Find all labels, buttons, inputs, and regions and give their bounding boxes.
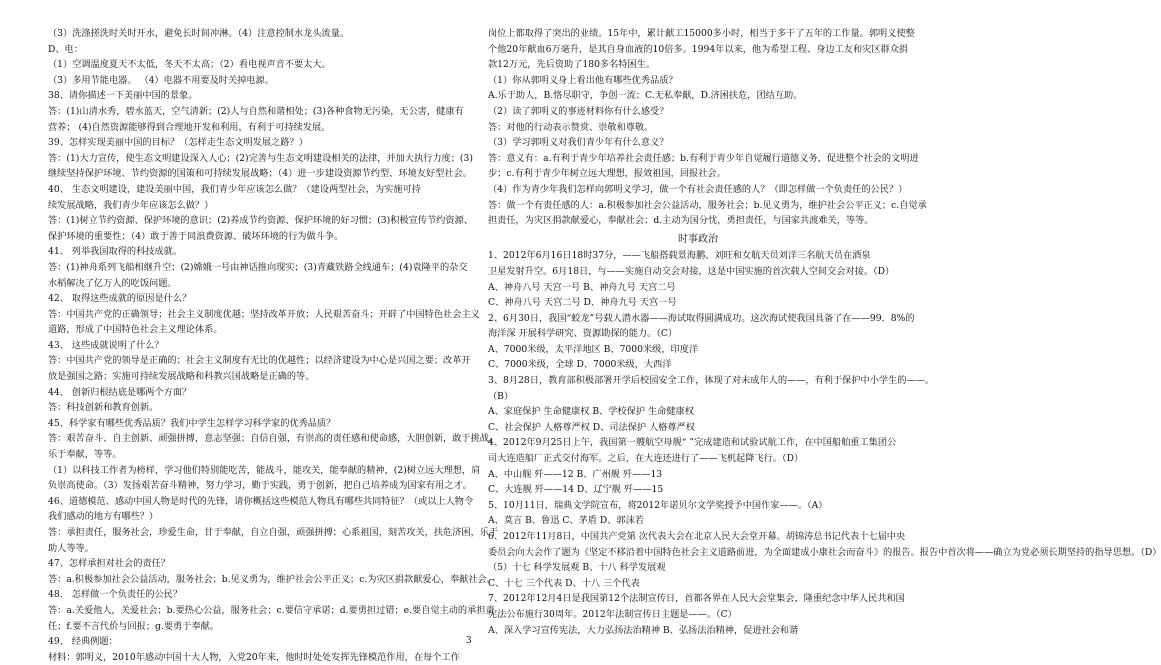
text-line: 7、2012年12月4日是我国第12个法制宣传日，首都各界在人民大会堂集会，隆重纪念中华人民共和国	[488, 593, 905, 605]
text-line: 44、 创新归根结底是哪两个方面？	[48, 386, 192, 398]
text-line: 答：对他的行动表示赞赏、崇敬和尊敬。	[488, 121, 654, 133]
text-line: 3、8月28日，教育部积极部署开学后校园安全工作，体现了对未成年人的——，有利于保护中小学生的——。	[488, 375, 935, 387]
text-line: 42、 取得这些成就的原因是什么？	[48, 293, 192, 305]
text-line: 答：中国共产党的领导是正确的；社会主义制度有无比的优越性；以经济建设为中心是兴国之要；改革开	[48, 355, 471, 367]
text-line: 5、10月11日，瑞典文学院宣布，将2012年诺贝尔文学奖授予中国作家——。（A）	[488, 499, 828, 511]
text-line: C、社会保护 人格尊严权 D、司法保护 人格尊严权	[488, 421, 695, 433]
text-line: 保护环境的重要性；（4）敢于善于同浪费资源、破坏环境的行为做斗争。	[48, 230, 344, 242]
text-line: 助人等等。	[48, 542, 94, 554]
text-line: （B）	[488, 390, 514, 402]
right-top-text	[488, 26, 927, 229]
text-line: 宪法公布施行30周年。2012年法制宣传日主题是——。（C）	[488, 608, 737, 620]
text-line: A、神舟八号 天宫一号 B、神舟九号 天宫二号	[488, 281, 676, 293]
text-line: 材料：郭明义，2010年感动中国十大人物，入党20年来，他时时处处发挥先锋模范作用，在每个工作	[48, 651, 460, 663]
text-line: 放是强国之路；实施可持续发展战略和科教兴国战略是正确的等。	[48, 371, 315, 383]
text-line: 个他20年献血6万毫升，是其自身血液的10倍多。1994年以来，他为希望工程、身边工友和灾区群众捐	[488, 43, 909, 55]
text-line: 答：中国共产党的正确领导；社会主义制度优越；坚持改革开放；人民艰苦奋斗；开辟了中国特色社会主义	[48, 308, 480, 320]
text-line: 答：(1)神舟系列飞船相继升空；(2)嫦娥一号由神话推向现实；(3)青藏铁路全线通车；(4)袁隆平的杂交	[48, 261, 468, 273]
text-line: 岗位上都取得了突出的业绩。15年中，累计献工15000多小时，相当于多干了五年的工作量。郭明义使整	[488, 28, 915, 39]
text-line: （1）以科技工作者为榜样，学习他们特别能吃苦，能战斗，能攻关，能奉献的精神，(2)树立远大理想，肩	[48, 464, 481, 476]
text-line: 款12万元，先后资助了180多名特困生。	[488, 59, 656, 71]
text-line: 步；c.有利于青少年树立远大理想，报效祖国，回报社会。	[488, 168, 726, 180]
text-line: 2、6月30日，我国“蛟龙”号载人潜水器——海试取得圆满成功。这次海试使我国具备了在——99．8%的	[488, 312, 915, 324]
text-line: 任；f.要不言代价与回报；g.要勇于奉献。	[48, 620, 219, 632]
text-line: （2）读了郭明义的事迹材料你有什么感受？	[488, 105, 669, 117]
text-line: （3）多用节能电器。 （4）电器不用要及时关掉电源。	[48, 74, 274, 86]
text-line: 38、请你描述一下美丽中国的景象。	[48, 90, 198, 102]
text-line: 海洋深 开展科学研究、资源勘探的能力。（C）	[488, 328, 678, 340]
text-line: 41、 列举我国取得的科技成就。	[48, 246, 183, 258]
text-line: 6、2012年11月8日，中国共产党第 次代表大会在北京人民大会堂开幕。胡锦涛总书记代表十七届中央	[488, 531, 906, 542]
text-line: A、深入学习宣传宪法，大力弘扬法治精神 B、弘扬法治精神，促进社会和谐	[488, 624, 799, 636]
text-line: 卫星发射升空。6月18日，与——实施自动交会对接，这是中国实施的首次载人空间交会对接。（D）	[488, 265, 895, 277]
text-line: 道路，形成了中国特色社会主义理论体系。	[48, 324, 223, 336]
text-line: （3）学习郭明义对我们青少年有什么意义？	[488, 137, 669, 149]
text-line: 49、 经典例题：	[48, 636, 118, 648]
text-line: （5）十七 科学发展观 B、十八 科学发展观	[488, 562, 666, 574]
text-line: 答：科技创新和教育创新。	[48, 402, 159, 414]
text-line: 我们感动的地方有哪些？）	[48, 511, 159, 523]
text-line: 继续坚持保护环境、节约资源的国策和可持续发展战略；（4）进一步建设资源节约型、环境友好型社会。	[48, 168, 472, 180]
right-column	[488, 26, 1161, 638]
text-line: 水稻解决了亿万人的吃饭问题。	[48, 277, 177, 289]
text-line: 答：承担责任，服务社会，珍爱生命，甘于奉献，自立自强，顽强拼搏；心系祖国，刻苦攻关，扶危济困，乐于	[48, 527, 499, 538]
text-line: 答：a.关爱他人，关爱社会；b.要热心公益，服务社会；c.要信守承诺；d.要勇担过错；e.要自觉主动的承担责	[48, 604, 495, 616]
text-line: 48、 怎样做一个负责任的公民？	[48, 589, 183, 601]
text-line: 46、道德模范、感动中国人物是时代的先锋，请你概括这些模范人物具有哪些共同特征？（或以上人物令	[48, 495, 474, 507]
text-line: 答：(1)山清水秀，碧水蓝天，空气清新；(2)人与自然和谐相处；(3)各种食物无污染，无公害，健康有	[48, 105, 464, 117]
text-line: 39、怎样实现美丽中国的目标？（怎样走生态文明发展之路？）	[48, 137, 308, 149]
text-line: 1、2012年6月16日18时37分，——飞船搭载景海鹏、刘旺和女航天员刘洋三名航天员在酒泉	[488, 250, 871, 262]
right-bottom-text	[488, 248, 1161, 638]
text-line: 答：艰苦奋斗、自主创新、顽强拼搏，意志坚强；自信自强，有崇高的责任感和使命感，大胆创新，敢于挑战，	[48, 433, 499, 445]
text-line: C、7000米级，全球 D、7000米级，大西洋	[488, 359, 672, 371]
text-line: 委员会向大会作了题为《坚定不移沿着中国特色社会主义道路前进，为全面建成小康社会而奋斗》的报告。报告中首次将——确立为党必须长期坚持的指导思想。（D）	[488, 546, 1161, 558]
text-line: 营养； (4)自然资源能够得到合理地开发和利用，有利于可持续发展。	[48, 121, 331, 133]
text-line: A、莫言 B、鲁迅 C、茅盾 D、郭沫若	[488, 515, 644, 527]
text-line: A、7000米级，太平洋地区 B、7000米级，印度洋	[488, 343, 699, 355]
section-title: 时事政治	[678, 233, 718, 245]
text-line: D、电：	[48, 43, 83, 55]
text-line: 47、怎样承担对社会的责任？	[48, 558, 170, 570]
text-line: （3）洗涤搓洗时关时开水，避免长时间冲淋。（4）注意控制水龙头流量。	[48, 28, 350, 39]
text-line: C、十七 三个代表 D、十八 三个代表	[488, 577, 640, 589]
left-column	[48, 26, 499, 665]
text-line: A.乐于助人，B.恪尽职守，争创一流；C.无私奉献，D.济困扶危，团结互助。	[488, 90, 803, 102]
text-line: 40、 生态文明建设，建设美丽中国，我们青少年应该怎么做？（建设两型社会，为实施可持	[48, 183, 421, 195]
text-line: 答：(1)大力宣传，使生态文明建设深入人心；(2)完善与生态文明建设相关的法律，并加大执行力度；(3)	[48, 152, 473, 164]
text-line: 负崇高使命。（3）发扬艰苦奋斗精神，努力学习，勤于实践，勇于创新，把自己培养成为国家有用之才。	[48, 480, 472, 492]
text-line: 答：做一个有责任感的人：a.积极参加社会公益活动，服务社会；b.见义勇为，维护社会公平正义；c.自觉承	[488, 199, 927, 211]
text-line: 司大连造船厂正式交付海军。之后，在大连还进行了——飞机起降飞行。（D）	[488, 453, 804, 465]
text-line: 担责任，为灾区捐款献爱心，奉献社会；d.主动为国分忧，勇担责任，与国家共渡难关，等等。	[488, 215, 874, 227]
text-line: 乐于奉献，等等。	[48, 449, 122, 461]
text-line: 45、科学家有哪些优秀品质？我们中学生怎样学习科学家的优秀品质？	[48, 417, 336, 429]
text-line: 答：(1)树立节约资源、保护环境的意识；(2)养成节约资源、保护环境的好习惯；(3)积极宣传节约资源、	[48, 215, 473, 227]
text-line: C、大连舰 歼——14 D、辽宁舰 歼——15	[488, 484, 664, 496]
text-line: （1）空调温度夏天不太低，冬天不太高；（2）看电视声音不要太大。	[48, 59, 331, 71]
text-line: 答：a.积极参加社会公益活动，服务社会；b.见义勇为，维护社会公平正义；c.为灾区捐款献爱心，奉献社会。	[48, 573, 496, 585]
text-line: A、家庭保护 生命健康权 B、学校保护 生命健康权	[488, 406, 694, 418]
page-number: 3	[466, 636, 472, 646]
text-line: A、中山舰 歼——12 B、广州舰 歼——13	[488, 468, 663, 480]
text-line: 43、 这些成就说明了什么？	[48, 339, 164, 351]
text-line: 答：意义有：a.有利于青少年培养社会责任感；b.有利于青少年自觉履行道德义务，促进整个社会的文明进	[488, 152, 919, 164]
text-line: （4）作为青少年我们怎样向郭明义学习，做一个有社会责任感的人？（即怎样做一个负责任的公民？）	[488, 183, 908, 195]
text-line: 续发展战略，我们青少年应该怎么做？）	[48, 199, 214, 211]
text-line: C、神舟八号 天宫二号 D、神舟九号 天宫一号	[488, 297, 677, 309]
text-line: 4、2012年9月25日上午，我国第一艘航空母舰“ ”完成建造和试验试航工作，在中国船舶重工集团公	[488, 437, 897, 449]
text-line: （1）你从郭明义身上看出他有哪些优秀品质？	[488, 74, 678, 86]
